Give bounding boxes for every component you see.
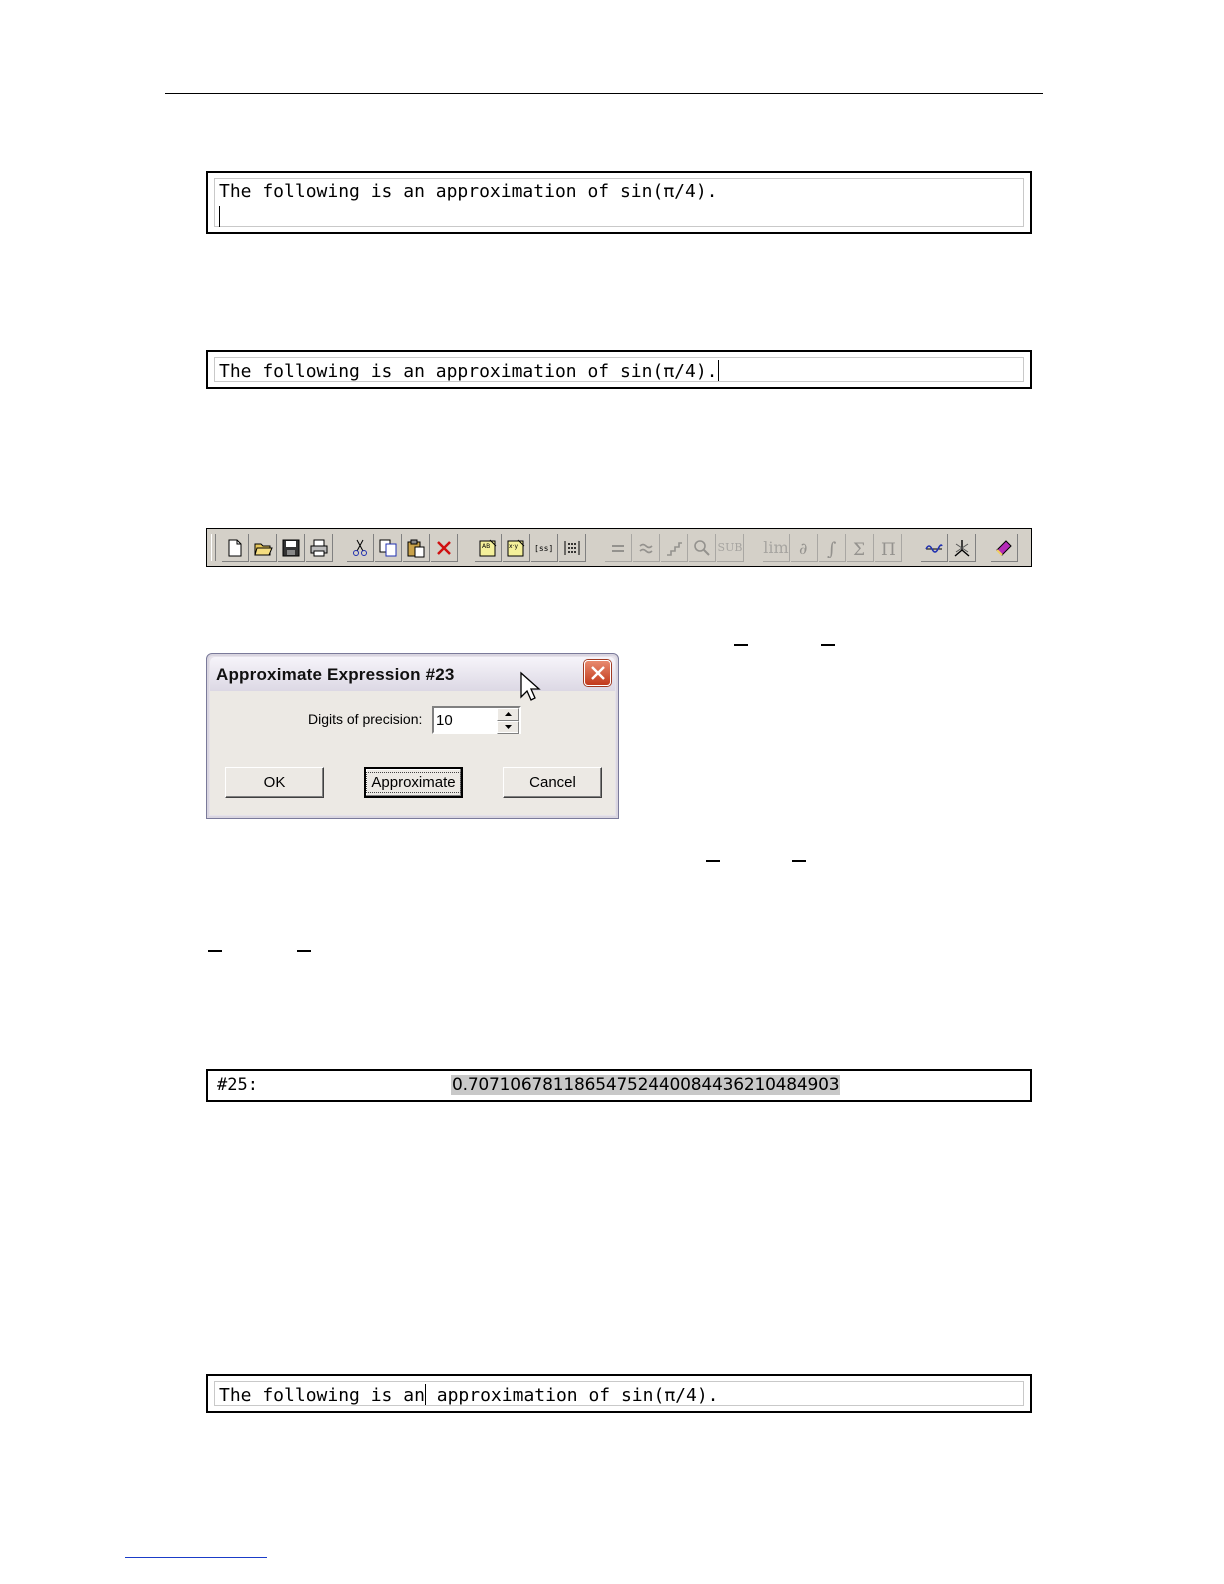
digits-label: Digits of precision: [308, 711, 423, 727]
approximate-expression-dialog [206, 653, 619, 819]
delete-x-icon [434, 538, 454, 558]
svg-text:Σ: Σ [853, 539, 866, 558]
author-matrix-button[interactable] [559, 534, 586, 562]
plot-2d-icon [924, 538, 944, 558]
cut-button[interactable] [347, 534, 374, 562]
approximate-button[interactable] [364, 767, 463, 798]
pi-product-icon [878, 538, 898, 558]
approx-icon [636, 538, 656, 558]
arrow-down-icon [505, 725, 512, 729]
dialog-title: Approximate Expression #23 [216, 665, 455, 684]
dialog-close-button[interactable] [584, 660, 611, 686]
author-expression-button[interactable] [475, 534, 502, 562]
header-rule [165, 93, 1043, 94]
plot-3d-button[interactable] [949, 534, 976, 562]
author-vector-button[interactable] [503, 534, 530, 562]
mouse-cursor-icon [519, 671, 541, 703]
fraction-bar [208, 950, 222, 952]
equals-icon [608, 538, 628, 558]
svg-text:x·y: x·y [509, 542, 519, 550]
svg-text:AB: AB [482, 542, 491, 550]
algebra-toolbar [206, 528, 1032, 567]
text-line-frame [214, 1381, 1024, 1406]
close-icon [590, 665, 606, 681]
scissors-icon [350, 538, 370, 558]
digits-input[interactable] [434, 708, 500, 732]
help-button[interactable] [991, 534, 1018, 562]
author-brackets-button[interactable] [531, 534, 558, 562]
text-line-screenshot-2 [206, 350, 1032, 389]
text-line-screenshot-1 [206, 171, 1032, 234]
text-line-3-wrap [219, 1384, 719, 1407]
author-vector-icon [506, 538, 526, 558]
text-caret [718, 360, 719, 381]
fraction-bar [706, 860, 720, 862]
text-line-screenshot-3 [206, 1374, 1032, 1413]
spinner-arrows [497, 708, 519, 732]
fraction-bar [734, 644, 748, 646]
text-line-1[interactable]: The following is an approximation of sin(π/4). [219, 181, 718, 202]
delete-button[interactable] [431, 534, 458, 562]
solve-button[interactable] [661, 534, 688, 562]
fraction-bar [297, 950, 311, 952]
svg-text:[ss]: [ss] [534, 543, 554, 553]
expression-number: #25: [217, 1075, 258, 1095]
svg-text:Π: Π [881, 539, 896, 558]
brackets-icon [534, 538, 554, 558]
author-expression-icon [478, 538, 498, 558]
fraction-bar [792, 860, 806, 862]
help-book-icon [994, 538, 1014, 558]
partial-derivative-icon [794, 538, 814, 558]
product-button[interactable] [875, 534, 902, 562]
open-folder-icon [253, 538, 273, 558]
ok-button[interactable]: OK [225, 767, 324, 798]
integral-button[interactable] [819, 534, 846, 562]
derivative-button[interactable] [791, 534, 818, 562]
plot-3d-icon [952, 538, 972, 558]
open-button[interactable] [250, 534, 277, 562]
print-button[interactable] [306, 534, 333, 562]
limit-button[interactable] [763, 534, 790, 562]
fraction-bar [821, 644, 835, 646]
svg-text:∫: ∫ [827, 538, 837, 558]
matrix-icon [562, 538, 582, 558]
text-caret [219, 206, 220, 228]
integral-icon [822, 538, 842, 558]
text-line-2[interactable]: The following is an approximation of sin(π/4). [219, 361, 718, 382]
new-file-icon [225, 538, 245, 558]
text-before-caret[interactable]: The following is an [219, 1385, 425, 1406]
print-icon [309, 538, 329, 558]
text-line-frame [214, 357, 1024, 382]
spin-down-button[interactable] [497, 721, 519, 734]
new-file-button[interactable] [222, 534, 249, 562]
subscript-label: SUB [717, 541, 743, 554]
simplify-button[interactable] [605, 534, 632, 562]
dialog-title-bar[interactable] [210, 657, 615, 691]
approximate-label: Approximate [366, 772, 460, 793]
substitute-button[interactable] [689, 534, 716, 562]
result-line-screenshot [206, 1069, 1032, 1102]
magnifier-icon [692, 538, 712, 558]
approximate-button[interactable] [633, 534, 660, 562]
copy-icon [378, 538, 398, 558]
digits-spinner [432, 706, 521, 734]
save-icon [281, 538, 301, 558]
paste-button[interactable] [403, 534, 430, 562]
toolbar-grip[interactable] [211, 534, 216, 561]
approximation-result[interactable]: 0.70710678118654752440084436210484903 [452, 1075, 840, 1095]
svg-text:∂: ∂ [799, 538, 808, 558]
limit-label: lim [763, 538, 789, 557]
paste-icon [406, 538, 426, 558]
step-icon [664, 538, 684, 558]
text-after-caret[interactable]: approximation of sin(π/4). [425, 1385, 719, 1406]
text-line-frame [214, 178, 1024, 227]
sigma-icon [850, 538, 870, 558]
text-line-2-wrap [219, 360, 719, 383]
arrow-up-icon [505, 712, 512, 716]
footer-rule [125, 1557, 267, 1558]
save-button[interactable] [278, 534, 305, 562]
plot-2d-button[interactable] [921, 534, 948, 562]
dialog-body [210, 691, 615, 815]
copy-button[interactable] [375, 534, 402, 562]
spin-up-button[interactable] [497, 708, 519, 721]
sum-button[interactable] [847, 534, 874, 562]
cancel-button[interactable]: Cancel [503, 767, 602, 798]
subscript-button[interactable] [717, 534, 744, 562]
